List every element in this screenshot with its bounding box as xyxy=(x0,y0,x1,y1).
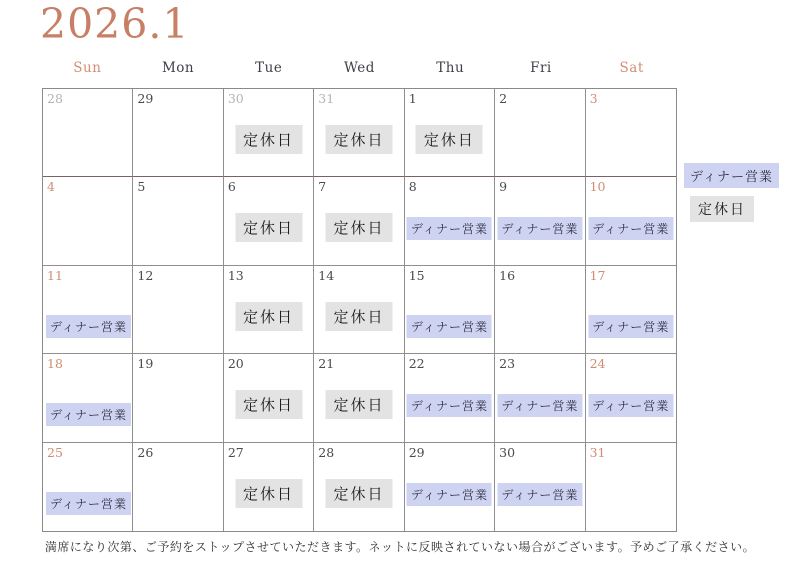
legend-dinner-badge: ディナー営業 xyxy=(684,163,779,188)
dinner-open-badge: ディナー営業 xyxy=(407,394,492,417)
dinner-open-badge: ディナー営業 xyxy=(497,217,582,240)
dinner-open-badge: ディナー営業 xyxy=(407,315,492,338)
day-cell xyxy=(405,266,495,354)
day-number: 30 xyxy=(499,444,516,460)
dinner-open-badge: ディナー営業 xyxy=(588,315,673,338)
closed-day-badge: 定休日 xyxy=(235,125,302,154)
day-cell xyxy=(224,354,314,442)
day-number: 10 xyxy=(589,179,606,195)
day-number: 25 xyxy=(47,444,63,460)
day-number: 15 xyxy=(408,267,425,283)
day-number: 17 xyxy=(589,267,606,283)
dinner-open-badge: ディナー営業 xyxy=(46,403,131,426)
day-number: 22 xyxy=(408,356,425,372)
day-number: 29 xyxy=(137,91,154,106)
closed-day-badge: 定休日 xyxy=(235,479,302,508)
weekday-label-mon: Mon xyxy=(161,60,195,76)
day-number: 24 xyxy=(589,356,606,372)
day-cell xyxy=(586,89,676,177)
calendar-month-title: 2026.1 xyxy=(40,0,190,48)
day-cell xyxy=(43,354,133,442)
day-cell xyxy=(495,89,585,177)
closed-day-badge: 定休日 xyxy=(325,213,392,242)
day-number: 23 xyxy=(499,356,516,372)
day-number: 20 xyxy=(227,356,244,372)
dinner-open-badge: ディナー営業 xyxy=(407,483,492,506)
day-cell xyxy=(405,177,495,265)
day-cell xyxy=(224,177,314,265)
day-number: 26 xyxy=(137,444,154,460)
day-number: 31 xyxy=(318,91,335,106)
day-cell xyxy=(133,266,223,354)
day-cell xyxy=(314,354,404,442)
day-number: 18 xyxy=(47,356,63,372)
day-number: 7 xyxy=(318,179,327,195)
day-cell xyxy=(495,354,585,442)
closed-day-badge: 定休日 xyxy=(325,125,392,154)
closed-day-badge: 定休日 xyxy=(235,390,302,419)
weekday-label-sun: Sun xyxy=(73,60,102,76)
weekday-label-sat: Sat xyxy=(619,60,644,76)
day-cell xyxy=(405,89,495,177)
day-cell xyxy=(405,354,495,442)
day-cell xyxy=(43,443,133,531)
day-number: 11 xyxy=(47,267,63,283)
footer-note: 満席になり次第、ご予約をストップさせていただきます。ネットに反映されていない場合がございます。予めご了承ください。 xyxy=(44,540,756,554)
dinner-open-badge: ディナー営業 xyxy=(588,394,673,417)
day-number: 9 xyxy=(499,179,508,195)
day-cell xyxy=(43,177,133,265)
day-cell xyxy=(314,89,404,177)
day-cell xyxy=(314,443,404,531)
day-number: 28 xyxy=(47,91,63,106)
day-cell xyxy=(405,443,495,531)
day-number: 6 xyxy=(227,179,236,195)
day-cell xyxy=(133,443,223,531)
weekday-label-fri: Fri xyxy=(530,60,552,76)
day-number: 1 xyxy=(408,91,417,106)
weekday-label-wed: Wed xyxy=(344,60,375,76)
day-cell xyxy=(133,354,223,442)
dinner-open-badge: ディナー営業 xyxy=(407,217,492,240)
day-number: 12 xyxy=(137,267,154,283)
day-number: 16 xyxy=(499,267,516,283)
weekday-label-tue: Tue xyxy=(255,60,283,76)
dinner-open-badge: ディナー営業 xyxy=(588,217,673,240)
day-cell xyxy=(586,354,676,442)
day-cell xyxy=(224,89,314,177)
day-cell xyxy=(224,266,314,354)
closed-day-badge: 定休日 xyxy=(235,302,302,331)
day-cell xyxy=(314,266,404,354)
day-cell xyxy=(586,443,676,531)
day-cell xyxy=(586,266,676,354)
closed-day-badge: 定休日 xyxy=(416,125,483,154)
day-number: 29 xyxy=(408,444,425,460)
weekday-label-thu: Thu xyxy=(436,60,465,76)
day-number: 2 xyxy=(499,91,508,106)
closed-day-badge: 定休日 xyxy=(325,302,392,331)
day-cell xyxy=(224,443,314,531)
day-cell xyxy=(314,177,404,265)
day-cell xyxy=(43,266,133,354)
day-number: 5 xyxy=(137,179,146,195)
day-cell xyxy=(495,443,585,531)
legend-closed-badge: 定休日 xyxy=(690,196,754,222)
dinner-open-badge: ディナー営業 xyxy=(46,492,131,515)
dinner-open-badge: ディナー営業 xyxy=(497,483,582,506)
day-number: 21 xyxy=(318,356,335,372)
day-cell xyxy=(133,89,223,177)
day-number: 3 xyxy=(589,91,598,106)
day-number: 19 xyxy=(137,356,154,372)
day-number: 31 xyxy=(589,444,606,460)
day-number: 13 xyxy=(227,267,244,283)
day-cell xyxy=(43,89,133,177)
day-number: 8 xyxy=(408,179,417,195)
calendar-grid xyxy=(42,88,677,532)
closed-day-badge: 定休日 xyxy=(325,479,392,508)
dinner-open-badge: ディナー営業 xyxy=(497,394,582,417)
closed-day-badge: 定休日 xyxy=(325,390,392,419)
day-number: 4 xyxy=(47,179,55,195)
day-cell xyxy=(133,177,223,265)
day-number: 14 xyxy=(318,267,335,283)
day-number: 27 xyxy=(227,444,244,460)
day-number: 30 xyxy=(227,91,244,106)
day-cell xyxy=(495,266,585,354)
closed-day-badge: 定休日 xyxy=(235,213,302,242)
weekday-header-row xyxy=(42,60,677,82)
day-cell xyxy=(586,177,676,265)
day-cell xyxy=(495,177,585,265)
day-number: 28 xyxy=(318,444,335,460)
dinner-open-badge: ディナー営業 xyxy=(46,315,131,338)
